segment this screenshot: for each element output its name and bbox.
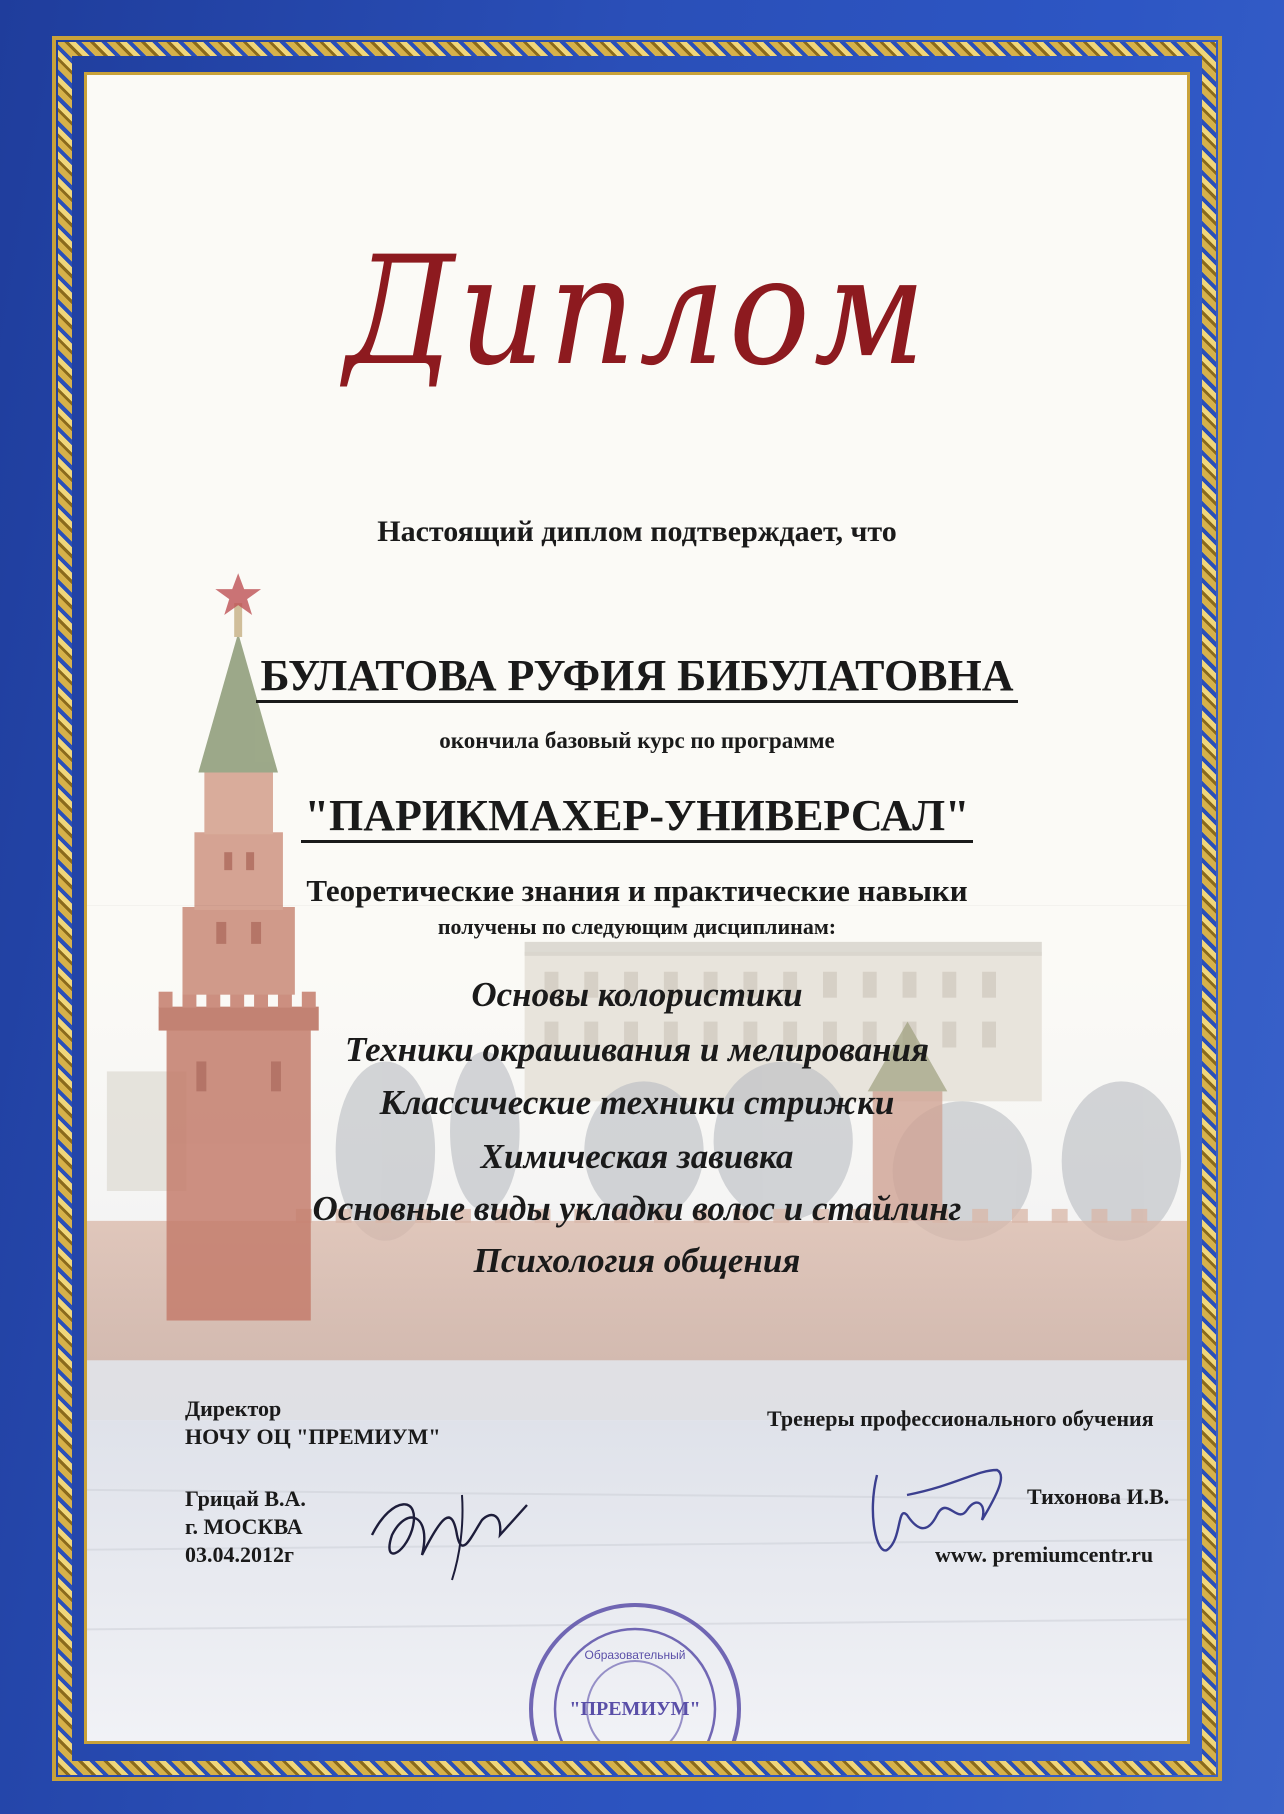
director-role: Директор xyxy=(185,1396,282,1421)
diploma-title: Диплом xyxy=(344,225,930,399)
round-stamp-icon: "ПРЕМИУМ" Образовательный центр xyxy=(525,1599,745,1744)
received-text: получены по следующим дисциплинам: xyxy=(437,914,837,939)
trainer-name: Тихонова И.В. xyxy=(1027,1484,1170,1509)
discipline-item: Техники окрашивания и мелирования xyxy=(344,1030,930,1069)
discipline-item: Психология общения xyxy=(473,1241,801,1280)
trainer-signature-icon xyxy=(847,1455,1017,1575)
recipient-name-text: БУЛАТОВА РУФИЯ БИБУЛАТОВНА xyxy=(256,651,1017,703)
recipient-name xyxy=(87,650,1187,701)
director-city: г. МОСКВА xyxy=(185,1514,303,1539)
director-name: Грицай В.А. xyxy=(185,1486,306,1511)
issue-date: 03.04.2012г xyxy=(185,1542,294,1567)
director-signature-icon xyxy=(352,1475,542,1585)
confirm-text: Настоящий диплом подтверждает, что xyxy=(377,515,897,548)
trainers-role: Тренеры профессионального обучения xyxy=(767,1406,1154,1431)
theory-text: Теоретические знания и практические навыки xyxy=(306,873,968,908)
director-block xyxy=(185,1395,441,1451)
stamp-center-text: "ПРЕМИУМ" xyxy=(569,1698,701,1720)
website: www. premiumcentr.ru xyxy=(935,1542,1154,1567)
diploma-paper xyxy=(84,72,1190,1770)
director-details xyxy=(185,1485,306,1569)
program-name-text: "ПАРИКМАХЕР-УНИВЕРСАЛ" xyxy=(301,791,974,843)
discipline-item: Основы колористики xyxy=(471,975,803,1014)
completed-text: окончила базовый курс по программе xyxy=(439,728,835,753)
program-name xyxy=(87,790,1187,841)
stamp-top-text: Образовательный xyxy=(584,1648,686,1662)
discipline-item: Классические техники стрижки xyxy=(379,1083,895,1122)
discipline-item: Химическая завивка xyxy=(480,1137,794,1176)
discipline-item: Основные виды укладки волос и стайлинг xyxy=(312,1189,962,1228)
director-org: НОЧУ ОЦ "ПРЕМИУМ" xyxy=(185,1424,441,1449)
